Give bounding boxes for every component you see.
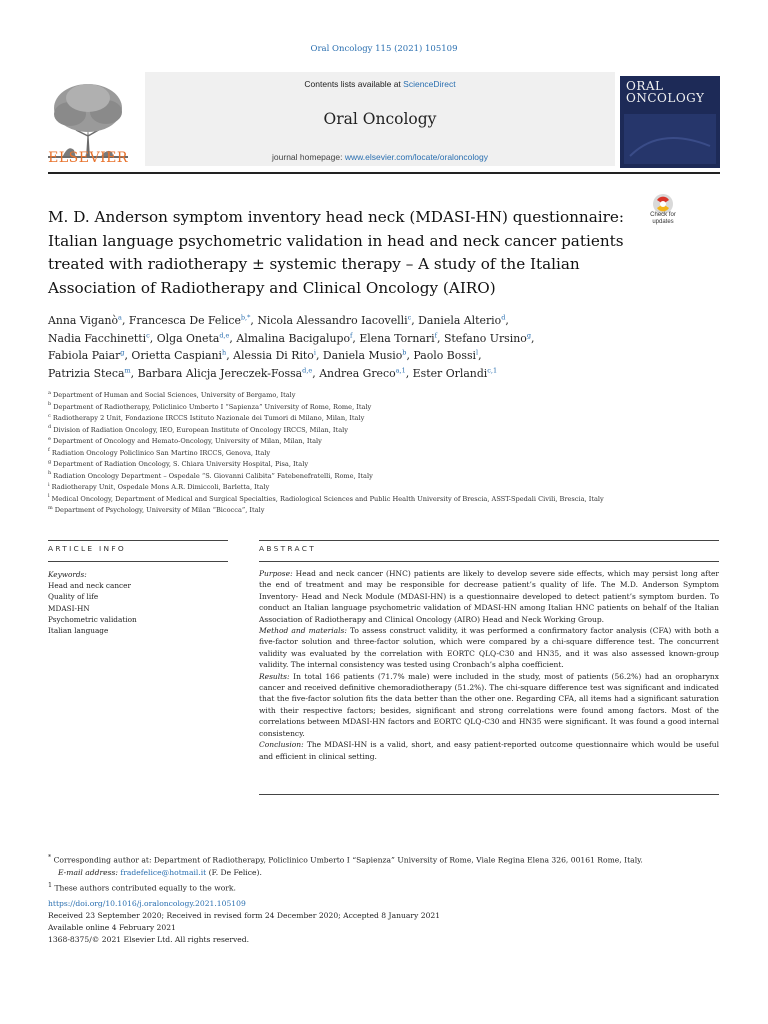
affiliation-text: Radiation Oncology Department – Ospedale “S. Giovanni Calibita” Fatebenefratelli, Rome, Italy (53, 471, 373, 480)
affiliation-text: Department of Human and Social Sciences, University of Bergamo, Italy (52, 391, 296, 399)
author-name[interactable]: Ester Orlandi (412, 366, 488, 380)
affiliation-mark: h (48, 470, 52, 477)
journal-reference[interactable]: Oral Oncology 115 (2021) 105109 (310, 44, 458, 54)
affiliation-text: Radiotherapy 2 Unit, Fondazione IRCCS Istituto Nazionale dei Tumori di Milano, Milan, Italy (52, 414, 365, 422)
author-affiliation-mark[interactable]: d (501, 313, 506, 322)
copyright-line: 1368-8375/© 2021 Elsevier Ltd. All rights reserved. (48, 935, 250, 944)
abstract-paragraph (259, 625, 719, 671)
affiliation-mark: d (48, 424, 52, 431)
article-info-heading: ARTICLE INFO (48, 544, 127, 553)
contents-prefix: Contents lists available at (304, 79, 404, 89)
author-affiliation-mark[interactable]: l (476, 348, 479, 357)
abstract-heading: ABSTRACT (259, 544, 317, 553)
author-affiliation-mark[interactable]: g (526, 330, 531, 339)
publisher-wordmark: ELSEVIER (48, 150, 128, 166)
cover-title (626, 80, 704, 104)
abstract-section-text: To assess construct validity, it was performed a confirmatory factor analysis (CFA) with both a five-factor solution and three-factor solution, which were compared by a chi-square difference test. The concurrent validity was evaluated by the correlation with EORTC QLQ-C30 and HN35, and it was also assessed known-group validity. The internal consistency was tested using Cronbach’s alpha coefficient. (259, 626, 719, 670)
affiliation-item (48, 471, 728, 483)
author-name[interactable]: Fabiola Paiar (48, 349, 121, 362)
author-name[interactable]: Barbara Alicja Jereczek-Fossa (137, 366, 303, 380)
article-metadata (48, 898, 728, 946)
equal-contribution-text: These authors contributed equally to the work. (54, 883, 236, 893)
header-divider (48, 172, 720, 174)
author-affiliation-mark[interactable]: d,e (219, 330, 230, 339)
affiliation-item (48, 459, 728, 471)
author-name[interactable]: Francesca De Felice (128, 314, 241, 327)
author-affiliation-mark[interactable]: d,e (302, 365, 313, 374)
abstract-section-label: Purpose: (259, 569, 293, 578)
abstract-paragraph (259, 568, 719, 625)
author-affiliation-mark[interactable]: f (350, 330, 353, 339)
abstract-rule (259, 540, 719, 541)
author-affiliation-mark[interactable]: g (120, 348, 125, 357)
author-name[interactable]: Stefano Ursino (443, 331, 527, 345)
article-title (48, 206, 638, 300)
affiliation-text: Department of Psychology, University of Milan “Bicocca”, Italy (54, 506, 265, 514)
abstract-paragraph (259, 739, 719, 762)
author-affiliation-mark[interactable]: a (118, 313, 122, 322)
author-name[interactable]: Daniela Alterio (418, 314, 502, 327)
homepage-line (145, 152, 615, 162)
affiliation-item (48, 482, 728, 494)
keyword-item: Psychometric validation (48, 614, 137, 624)
check-for-updates-label[interactable] (640, 212, 686, 226)
footnote-mark: 1 (48, 881, 53, 889)
affiliation-mark: b (48, 401, 52, 408)
affiliation-text: Radiation Oncology Policlinico San Martino IRCCS, Genova, Italy (51, 448, 271, 457)
email-suffix: (F. De Felice). (208, 868, 262, 878)
title-line: M. D. Anderson symptom inventory head neck (MDASI-HN) questionnaire: (48, 208, 624, 226)
author-affiliation-mark[interactable]: c (146, 330, 150, 339)
abstract-section-label: Method and materials: (259, 626, 347, 636)
affiliation-item (48, 413, 728, 425)
keywords-label: Keywords: (48, 570, 87, 579)
title-line: treated with radiotherapy ± systemic therapy – A study of the Italian (48, 255, 580, 273)
homepage-prefix: journal homepage: (272, 152, 345, 162)
abstract-section-text: The MDASI-HN is a valid, short, and easy patient-reported outcome questionnaire which would be useful and efficient in clinical setting. (259, 740, 719, 761)
affiliation-mark: e (48, 435, 51, 442)
affiliation-text: Department of Oncology and Hemato-Oncology, University of Milan, Milan, Italy (52, 437, 322, 445)
footnote-mark: * (48, 854, 52, 861)
corresponding-author-text: Corresponding author at: Department of Radiotherapy, Policlinico Umberto I “Sapienza” University of Rome, Viale Regina Elena 326, 00161 Rome, Italy. (53, 855, 643, 865)
author-name[interactable]: Olga Oneta (156, 331, 220, 345)
doi-link[interactable]: https://doi.org/10.1016/j.oraloncology.2021.105109 (48, 899, 246, 908)
author-name[interactable]: Elena Tornari (359, 331, 435, 345)
sciencedirect-link[interactable]: ScienceDirect (403, 79, 456, 89)
affiliation-text: Department of Radiation Oncology, S. Chiara University Hospital, Pisa, Italy (53, 460, 309, 468)
received-dates: Received 23 September 2020; Received in revised form 24 December 2020; Accepted 8 January 2021 (48, 911, 441, 920)
author-affiliation-mark[interactable]: i (313, 348, 316, 357)
author-affiliation-mark[interactable]: a,1 (395, 365, 406, 374)
author-affiliation-mark[interactable]: b (402, 348, 407, 357)
author-name[interactable]: Orietta Caspiani (131, 349, 223, 362)
affiliation-text: Medical Oncology, Department of Medical and Surgical Specialties, Radiological Sciences and Public Health University of Brescia, ASST-Spedali Civili, Brescia, Italy (51, 494, 604, 503)
author-name[interactable]: Alessia Di Rito (233, 349, 314, 362)
journal-name: Oral Oncology (323, 110, 437, 128)
author-name[interactable]: Andrea Greco (319, 366, 396, 380)
available-online: Available online 4 February 2021 (48, 923, 176, 932)
affiliation-item (48, 390, 728, 402)
check-for-updates-line-1: Check for (650, 212, 676, 218)
abstract-paragraph (259, 671, 719, 739)
email-link[interactable]: fradefelice@hotmail.it (120, 868, 207, 878)
contents-line (145, 79, 615, 89)
affiliation-mark: f (48, 447, 50, 454)
corresponding-author-note (48, 852, 728, 867)
affiliation-text: Department of Radiotherapy, Policlinico Umberto I “Sapienza” University of Rome, Rome, Italy (53, 402, 372, 411)
footnotes (48, 852, 728, 895)
affiliation-mark: l (48, 493, 50, 500)
author-name[interactable]: Nicola Alessandro Iacovelli (257, 314, 408, 327)
affiliation-mark: i (48, 481, 50, 488)
affiliation-mark: c (48, 412, 51, 419)
affiliation-mark: g (48, 458, 52, 465)
article-info-rule (48, 540, 228, 541)
title-line: Italian language psychometric validation in head and neck cancer patients (48, 231, 624, 250)
keyword-item: MDASI-HN (48, 603, 90, 613)
abstract-section-label: Results: (259, 671, 290, 681)
abstract-section-label: Conclusion: (259, 740, 304, 750)
article-info-rule-bottom (48, 561, 228, 562)
abstract-text (259, 568, 719, 762)
keyword-item: Head and neck cancer (48, 581, 131, 591)
affiliation-text: Radiotherapy Unit, Ospedale Mons A.R. Dimiccoli, Barletta, Italy (51, 483, 270, 491)
author-affiliation-mark[interactable]: c (407, 313, 412, 322)
author-affiliation-mark[interactable]: h (222, 348, 227, 357)
email-line (48, 867, 728, 880)
elsevier-tree-logo (48, 78, 128, 160)
cover-title-top: ORAL (626, 79, 664, 93)
author-affiliation-mark[interactable]: c,1 (487, 365, 498, 374)
affiliation-item (48, 425, 728, 437)
author-affiliation-mark[interactable]: f (434, 330, 437, 339)
keywords-block (48, 569, 228, 636)
author-name[interactable]: Anna Viganò (48, 314, 119, 327)
affiliation-mark: m (48, 504, 53, 511)
abstract-rule-bottom (259, 794, 719, 795)
email-label: E-mail address: (58, 868, 118, 878)
affiliation-item (48, 436, 728, 448)
keyword-item: Quality of life (48, 592, 99, 602)
author-name[interactable]: Almalina Bacigalupo (236, 331, 351, 345)
author-name[interactable]: Nadia Facchinetti (48, 331, 147, 345)
journal-homepage-link[interactable]: www.elsevier.com/locate/oraloncology (344, 152, 488, 162)
affiliation-item (48, 505, 728, 517)
author-name[interactable]: Patrizia Steca (48, 366, 125, 380)
author-list: Anna Viganò$^a$, Francesca De Felice$^{b,*}$, Nicola Alessandro Iacovelli$^c$, Daniela Alterio$^d$, Nadia Facchinetti$^c$, Olga Oneta$^{d,e}$, Almalina Bacigalupo$^f$, Elena Tornari$^f$, Stefano Ursino$^g$, Fabiola Paiar$^g$, Orietta Caspiani$^h$, Alessia Di Rito$^i$, Daniela Musio$^b$, Paolo Bossi$^l$, Patrizia Steca$^m$, Barbara Alicja Jereczek-Fossa$^{d,e}$, Andrea Greco$^{a,1}$, Ester Orlandi$^{c,1}$ (48, 313, 535, 380)
author-name[interactable]: Paolo Bossi (413, 349, 477, 362)
affiliation-item (48, 494, 728, 506)
affiliation-mark: a (48, 389, 51, 396)
affiliation-item (48, 448, 728, 460)
abstract-section-text: Head and neck cancer (HNC) patients are likely to develop severe side effects, which may persist long after the end of treatment and may be responsible for decrease patient’s quality of life. The M.D. Anderson Symptom Inventory- Head and Neck Module (MDASI-HN) is a questionnaire developed to detect patient’s symptom burden. To conduct an Italian language psychometric validation of MDASI-HN among Italian HNC patients on behalf of the Italian Association of Radiotherapy and Clinical Oncology (AIRO) Head and Neck Working Group. (259, 569, 719, 624)
affiliation-list (48, 390, 728, 517)
author-affiliation-mark[interactable]: b,* (240, 313, 251, 322)
equal-contribution-note (48, 880, 728, 895)
abstract-section-text: In total 166 patients (71.7% male) were included in the study, most of patients (56.2%) had an oropharynx cancer and received definitive chemoradiotherapy (51.2%). The chi-square difference test was significant and indicated that the five-factor solution fits the data better than the other one. Regarding CFA, all items had a significant saturation with their respective factors; besides, significant and strong correlations were found among factors. Most of the correlations between MDASI-HN factors and EORTC QLQ-C30 and HN35 were significant. It was found a good internal consistency. (259, 671, 719, 738)
keyword-item: Italian language (48, 626, 109, 636)
check-for-updates-line-2: updates (652, 219, 674, 225)
author-affiliation-mark[interactable]: m (124, 365, 131, 374)
affiliation-text: Division of Radiation Oncology, IEO, European Institute of Oncology IRCCS, Milan, Italy (53, 425, 348, 434)
abstract-rule-middle (259, 561, 719, 562)
affiliation-item (48, 402, 728, 414)
cover-title-bottom: ONCOLOGY (626, 91, 705, 105)
title-line: Association of Radiotherapy and Clinical Oncology (AIRO) (48, 278, 496, 297)
author-name[interactable]: Daniela Musio (322, 349, 403, 362)
